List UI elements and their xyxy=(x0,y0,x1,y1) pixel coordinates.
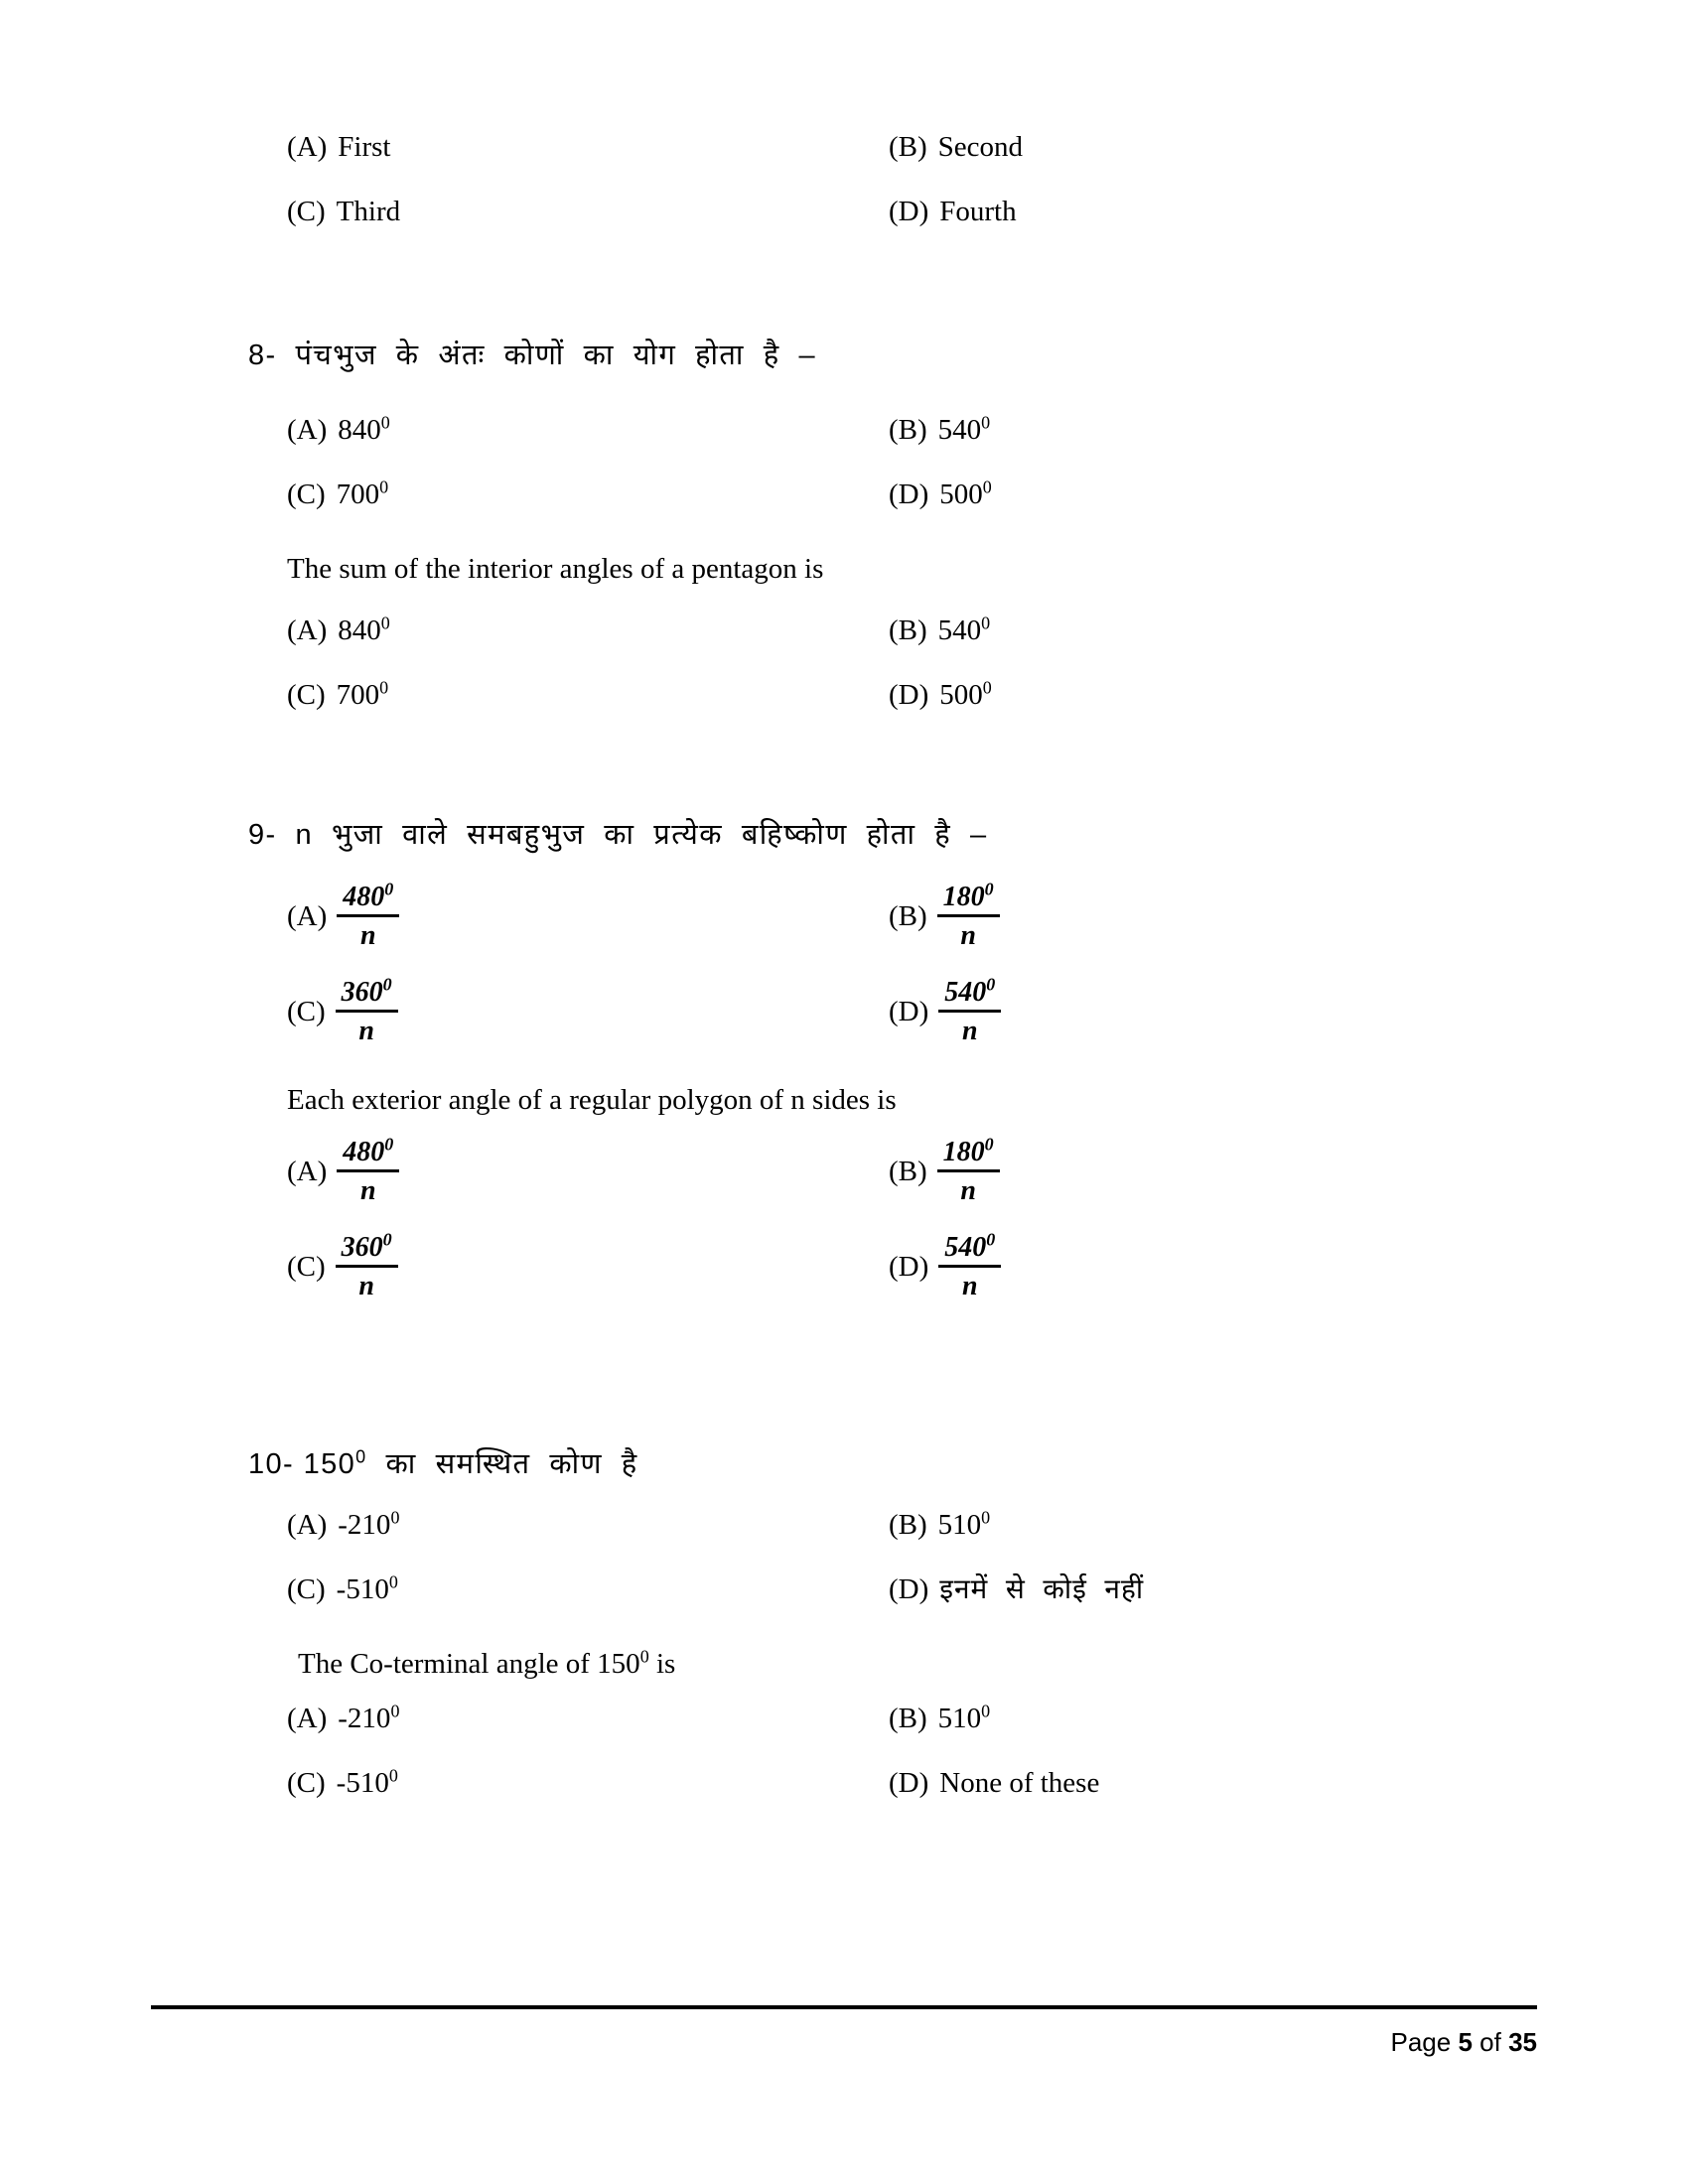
option-label: Third xyxy=(336,196,401,227)
fraction xyxy=(937,879,1000,953)
fraction-numerator: $180^0$ xyxy=(942,1134,994,1167)
option-b[interactable] xyxy=(889,613,1688,646)
fraction xyxy=(337,1134,399,1208)
degree-symbol: 0 xyxy=(380,412,390,433)
question-9-english-option-row xyxy=(0,1229,1688,1303)
option-label: $500^0$ xyxy=(939,677,992,711)
fraction-denominator: n xyxy=(358,1270,374,1301)
option-tag: (C) xyxy=(287,196,326,227)
option-a[interactable] xyxy=(287,613,889,646)
question-8-option-row xyxy=(0,412,1688,447)
option-tag: (D) xyxy=(889,1767,929,1800)
option-label: Second xyxy=(937,131,1024,163)
fraction-numerator: $360^0$ xyxy=(341,1229,392,1263)
option-c[interactable] xyxy=(287,1765,889,1800)
option-tag: (B) xyxy=(889,414,927,447)
current-page-number: 5 xyxy=(1458,2027,1473,2057)
option-label: First xyxy=(338,131,391,163)
fraction-numerator: $360^0$ xyxy=(341,974,392,1008)
option-label: $-510^0$ xyxy=(336,1765,398,1800)
option-tag: (B) xyxy=(889,900,927,933)
degree-symbol: 0 xyxy=(986,974,996,995)
option-a[interactable] xyxy=(287,1701,889,1735)
option-tag: (A) xyxy=(287,414,328,447)
option-label: None of these xyxy=(939,1767,1100,1800)
option-label: $700^0$ xyxy=(336,477,389,511)
option-c[interactable] xyxy=(287,677,889,711)
option-label: $510^0$ xyxy=(937,1701,991,1735)
option-tag: (B) xyxy=(889,614,927,646)
fraction-numerator: $540^0$ xyxy=(944,974,996,1008)
option-tag: (A) xyxy=(287,1156,328,1188)
option-tag: (D) xyxy=(889,1572,929,1605)
degree-symbol: 0 xyxy=(982,677,992,698)
option-tag: (B) xyxy=(889,131,927,163)
question-9-option-row xyxy=(0,879,1688,953)
fraction-denominator: n xyxy=(960,920,976,952)
degree-symbol: 0 xyxy=(382,974,392,995)
fraction-numerator: $540^0$ xyxy=(944,1229,996,1263)
option-label: $-510^0$ xyxy=(336,1571,398,1605)
degree-symbol: 0 xyxy=(384,879,394,899)
fraction-denominator: n xyxy=(359,1175,376,1207)
option-a[interactable] xyxy=(287,133,889,162)
fraction-denominator: n xyxy=(358,1016,374,1046)
fraction-numerator: $480^0$ xyxy=(343,879,394,913)
fraction-denominator: n xyxy=(359,920,376,952)
question-8-option-row xyxy=(0,477,1688,511)
question-10-stem-english: The Co-terminal angle of $150^0$ is xyxy=(298,1646,676,1680)
option-tag: (B) xyxy=(889,1508,927,1541)
option-label: $840^0$ xyxy=(338,412,390,447)
degree-symbol: 0 xyxy=(981,613,991,633)
option-tag: (D) xyxy=(889,478,929,511)
option-c[interactable] xyxy=(287,1229,889,1303)
degree-symbol: 0 xyxy=(984,1134,994,1155)
degree-symbol: 0 xyxy=(384,1134,394,1155)
degree-symbol: 0 xyxy=(382,1229,392,1250)
question-8-english-option-row xyxy=(0,677,1688,711)
degree-symbol: 0 xyxy=(981,412,991,433)
fraction-numerator: $480^0$ xyxy=(343,1134,394,1167)
option-tag: (D) xyxy=(889,678,929,711)
question-10-english-option-row xyxy=(0,1701,1688,1735)
option-tag: (A) xyxy=(287,614,328,646)
option-row xyxy=(0,133,1688,162)
page-footer xyxy=(0,2005,1688,2058)
option-row xyxy=(0,198,1688,226)
degree-symbol: 0 xyxy=(984,879,994,899)
option-d[interactable] xyxy=(889,477,1688,511)
option-d[interactable] xyxy=(889,677,1688,711)
option-d[interactable] xyxy=(889,198,1688,226)
option-tag: (D) xyxy=(889,1251,929,1284)
option-a[interactable] xyxy=(287,1507,889,1541)
fraction-denominator: n xyxy=(960,1175,976,1207)
option-tag: (D) xyxy=(889,996,929,1028)
option-label: $-210^0$ xyxy=(338,1701,400,1735)
option-b[interactable] xyxy=(889,1701,1688,1735)
fraction xyxy=(336,1229,398,1303)
option-a[interactable] xyxy=(287,1134,889,1208)
fraction-denominator: n xyxy=(961,1270,978,1301)
footer-divider xyxy=(151,2005,1537,2009)
degree-symbol: 0 xyxy=(379,477,389,497)
degree-symbol: 0 xyxy=(390,1507,400,1528)
question-10-english-option-row xyxy=(0,1765,1688,1800)
fraction xyxy=(336,974,398,1048)
option-tag: (C) xyxy=(287,996,326,1028)
fraction xyxy=(938,974,1001,1048)
option-tag: (B) xyxy=(889,1703,927,1735)
option-tag: (C) xyxy=(287,678,326,711)
option-tag: (A) xyxy=(287,131,328,163)
option-c[interactable] xyxy=(287,1571,889,1605)
option-c[interactable] xyxy=(287,198,889,226)
option-tag: (A) xyxy=(287,1703,328,1735)
option-label: $-210^0$ xyxy=(338,1507,400,1541)
fraction xyxy=(938,1229,1001,1303)
degree-symbol: 0 xyxy=(388,1571,398,1592)
option-b[interactable] xyxy=(889,1134,1688,1208)
question-8-english-option-row xyxy=(0,613,1688,646)
option-tag: (A) xyxy=(287,900,328,933)
option-d[interactable] xyxy=(889,1769,1688,1798)
option-label: $500^0$ xyxy=(939,477,992,511)
option-tag: (A) xyxy=(287,1508,328,1541)
option-a[interactable] xyxy=(287,412,889,447)
degree-symbol: 0 xyxy=(355,1445,367,1466)
option-a[interactable] xyxy=(287,879,889,953)
question-8-stem-english: The sum of the interior angles of a pentagon is xyxy=(287,553,824,586)
option-d[interactable] xyxy=(889,1572,1688,1605)
option-label: $540^0$ xyxy=(937,412,991,447)
degree-symbol: 0 xyxy=(639,1646,649,1667)
option-label: $700^0$ xyxy=(336,677,389,711)
degree-symbol: 0 xyxy=(986,1229,996,1250)
option-b[interactable] xyxy=(889,133,1688,162)
option-d[interactable] xyxy=(889,974,1688,1048)
option-tag: (C) xyxy=(287,1572,326,1605)
degree-symbol: 0 xyxy=(982,477,992,497)
option-label: Fourth xyxy=(939,196,1017,227)
page-number-indicator: Page 5 of 35 xyxy=(1390,2027,1537,2057)
option-c[interactable] xyxy=(287,477,889,511)
option-label: इनमें से कोई नहीं xyxy=(939,1572,1145,1604)
degree-symbol: 0 xyxy=(981,1507,991,1528)
degree-symbol: 0 xyxy=(388,1765,398,1786)
question-9-option-row xyxy=(0,974,1688,1048)
option-tag: (C) xyxy=(287,1251,326,1284)
option-label: $540^0$ xyxy=(937,613,991,646)
option-tag: (C) xyxy=(287,1767,326,1800)
question-10-option-row xyxy=(0,1507,1688,1541)
degree-symbol: 0 xyxy=(390,1701,400,1721)
degree-symbol: 0 xyxy=(981,1701,991,1721)
question-8-stem-hindi: 8- पंचभुज के अंतः कोणों का योग होता है – xyxy=(248,340,817,371)
option-tag: (D) xyxy=(889,196,929,227)
option-b[interactable] xyxy=(889,1507,1688,1541)
option-label: $840^0$ xyxy=(338,613,390,646)
option-b[interactable] xyxy=(889,412,1688,447)
option-tag: (B) xyxy=(889,1156,927,1188)
fraction xyxy=(337,879,399,953)
option-b[interactable] xyxy=(889,879,1688,953)
option-tag: (C) xyxy=(287,478,326,511)
fraction-denominator: n xyxy=(961,1016,978,1046)
question-9-stem-english: Each exterior angle of a regular polygon of n sides is xyxy=(287,1083,897,1116)
question-10-stem-hindi: 10- $150^0$ का समस्थित कोण है xyxy=(248,1445,638,1480)
question-9-stem-hindi: 9- n भुजा वाले समबहुभुज का प्रत्येक बहिष्कोण होता है – xyxy=(248,818,988,851)
question-9-english-option-row xyxy=(0,1134,1688,1208)
degree-symbol: 0 xyxy=(380,613,390,633)
fraction-numerator: $180^0$ xyxy=(942,879,994,913)
option-d[interactable] xyxy=(889,1229,1688,1303)
total-page-count: 35 xyxy=(1508,2027,1537,2057)
option-label: $510^0$ xyxy=(937,1507,991,1541)
option-c[interactable] xyxy=(287,974,889,1048)
fraction xyxy=(937,1134,1000,1208)
question-10-option-row xyxy=(0,1571,1688,1605)
degree-symbol: 0 xyxy=(379,677,389,698)
